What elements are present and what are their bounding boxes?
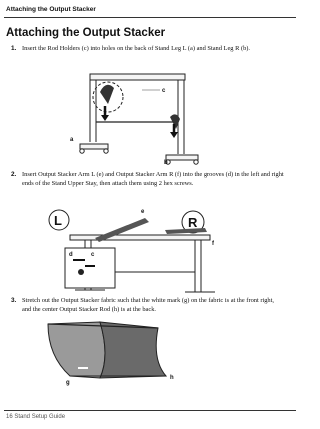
step-3-number: 3. xyxy=(11,297,17,304)
stand-rod-holder-illustration xyxy=(60,62,210,167)
step-1-text: Insert the Rod Holders (c) into holes on the back of Stand Leg L (a) and Stand Leg R (b). xyxy=(22,45,250,52)
label-L: L xyxy=(54,213,62,228)
step-3 xyxy=(11,296,284,314)
stacker-fabric-illustration xyxy=(40,316,210,386)
running-header: Attaching the Output Stacker xyxy=(6,6,96,13)
label-g: g xyxy=(66,380,70,386)
step-3-text: Stretch out the Output Stacker fabric such that the white mark (g) on the fabric is at the front right, and the center Output Stacker Rod (h) is at the back. xyxy=(22,297,274,313)
label-b: b xyxy=(164,160,168,166)
section-title: Attaching the Output Stacker xyxy=(6,27,166,39)
label-d: d xyxy=(69,252,73,258)
step-1 xyxy=(11,44,284,53)
label-e: e xyxy=(141,209,145,215)
figure-rod-holders xyxy=(60,62,210,167)
step-2-text: Insert Output Stacker Arm L (e) and Output Stacker Arm R (f) into the grooves (d) in the left and right ends of the Stand Upper Stay, then attach them using 2 hex screws. xyxy=(22,171,284,187)
page-footer: 16 Stand Setup Guide xyxy=(6,414,66,420)
label-c: c xyxy=(162,88,166,94)
header-rule xyxy=(4,17,296,18)
figure-stacker-arms xyxy=(45,200,245,300)
label-a: a xyxy=(70,137,74,143)
figure-fabric xyxy=(40,316,210,386)
label-f: f xyxy=(212,241,214,247)
label-h: h xyxy=(170,375,174,381)
step-2 xyxy=(11,170,284,188)
label-c2: c xyxy=(91,252,95,258)
stacker-arm-illustration xyxy=(45,200,245,300)
footer-rule xyxy=(4,410,296,411)
step-1-number: 1. xyxy=(11,45,17,52)
label-R: R xyxy=(188,215,198,230)
step-2-number: 2. xyxy=(11,171,17,178)
